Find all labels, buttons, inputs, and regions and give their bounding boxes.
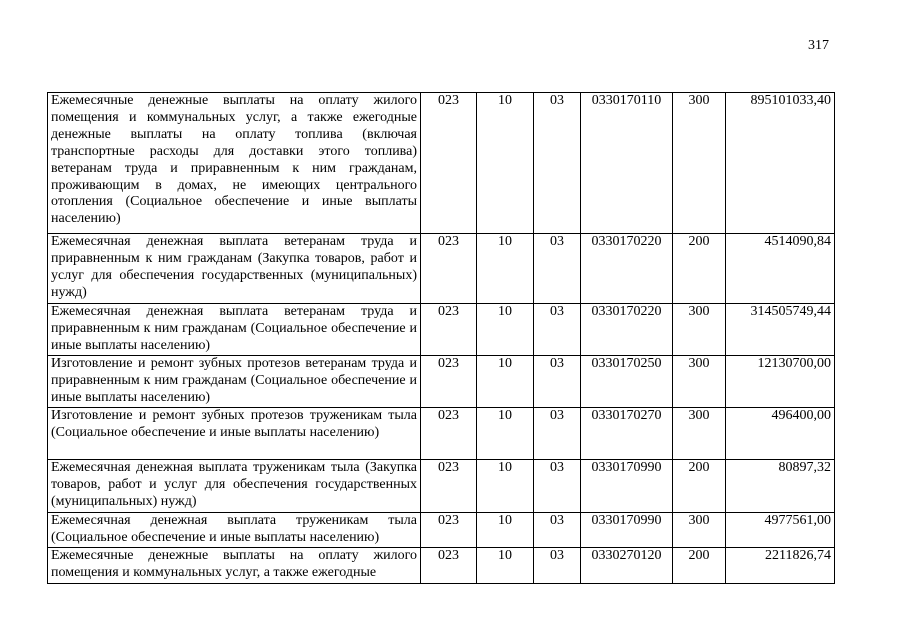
subsection-code: 03	[534, 548, 581, 584]
row-description: Ежемесячная денежная выплата труженикам тыла (Социальное обеспечение и иные выплаты населению)	[48, 513, 421, 548]
row-description: Ежемесячная денежная выплата труженикам тыла (Закупка товаров, работ и услуг для обеспечения государственных (муниципальных) нужд)	[48, 460, 421, 513]
subsection-code: 03	[534, 460, 581, 513]
amount: 314505749,44	[726, 304, 835, 356]
section-code: 10	[477, 548, 534, 584]
amount: 4514090,84	[726, 234, 835, 304]
target-article-code: 0330170270	[581, 408, 673, 460]
row-description: Ежемесячная денежная выплата ветеранам труда и приравненным к ним гражданам (Социальное обеспечение и иные выплаты населению)	[48, 304, 421, 356]
ministry-code: 023	[421, 234, 477, 304]
expense-type-code: 200	[673, 548, 726, 584]
expense-type-code: 200	[673, 460, 726, 513]
section-code: 10	[477, 356, 534, 408]
table-row	[48, 513, 835, 548]
table-row	[48, 234, 835, 304]
ministry-code: 023	[421, 460, 477, 513]
amount: 2211826,74	[726, 548, 835, 584]
section-code: 10	[477, 93, 534, 234]
target-article-code: 0330170220	[581, 234, 673, 304]
target-article-code: 0330170990	[581, 513, 673, 548]
subsection-code: 03	[534, 513, 581, 548]
subsection-code: 03	[534, 234, 581, 304]
expense-type-code: 200	[673, 234, 726, 304]
target-article-code: 0330170110	[581, 93, 673, 234]
section-code: 10	[477, 460, 534, 513]
subsection-code: 03	[534, 356, 581, 408]
target-article-code: 0330270120	[581, 548, 673, 584]
amount: 80897,32	[726, 460, 835, 513]
table-row	[48, 304, 835, 356]
ministry-code: 023	[421, 408, 477, 460]
expense-type-code: 300	[673, 93, 726, 234]
amount: 895101033,40	[726, 93, 835, 234]
target-article-code: 0330170990	[581, 460, 673, 513]
target-article-code: 0330170220	[581, 304, 673, 356]
expense-type-code: 300	[673, 356, 726, 408]
row-description: Ежемесячная денежная выплата ветеранам труда и приравненным к ним гражданам (Закупка товаров, работ и услуг для обеспечения государственных (муниципальных) нужд)	[48, 234, 421, 304]
amount: 496400,00	[726, 408, 835, 460]
table-row	[48, 356, 835, 408]
section-code: 10	[477, 408, 534, 460]
ministry-code: 023	[421, 304, 477, 356]
ministry-code: 023	[421, 548, 477, 584]
page-number: 317	[808, 38, 829, 53]
section-code: 10	[477, 304, 534, 356]
row-description: Изготовление и ремонт зубных протезов ветеранам труда и приравненным к ним гражданам (Социальное обеспечение и иные выплаты населению)	[48, 356, 421, 408]
amount: 4977561,00	[726, 513, 835, 548]
ministry-code: 023	[421, 356, 477, 408]
expense-type-code: 300	[673, 304, 726, 356]
expense-type-code: 300	[673, 513, 726, 548]
table-row	[48, 93, 835, 234]
section-code: 10	[477, 513, 534, 548]
amount: 12130700,00	[726, 356, 835, 408]
section-code: 10	[477, 234, 534, 304]
subsection-code: 03	[534, 304, 581, 356]
subsection-code: 03	[534, 93, 581, 234]
row-description: Ежемесячные денежные выплаты на оплату жилого помещения и коммунальных услуг, а также ежегодные денежные выплаты на оплату топлива (включая транспортные расходы для доставки этого топлива) ветеранам труда и приравненным к ним гражданам, проживающим в домах, не имеющих центрального отопления (Социальное обеспечение и иные выплаты населению)	[48, 93, 421, 234]
budget-table	[47, 92, 835, 584]
subsection-code: 03	[534, 408, 581, 460]
ministry-code: 023	[421, 93, 477, 234]
table-row	[48, 460, 835, 513]
target-article-code: 0330170250	[581, 356, 673, 408]
expense-type-code: 300	[673, 408, 726, 460]
table-row	[48, 548, 835, 584]
ministry-code: 023	[421, 513, 477, 548]
table-row	[48, 408, 835, 460]
row-description: Ежемесячные денежные выплаты на оплату жилого помещения и коммунальных услуг, а также ежегодные	[48, 548, 421, 584]
row-description: Изготовление и ремонт зубных протезов труженикам тыла (Социальное обеспечение и иные выплаты населению)	[48, 408, 421, 460]
